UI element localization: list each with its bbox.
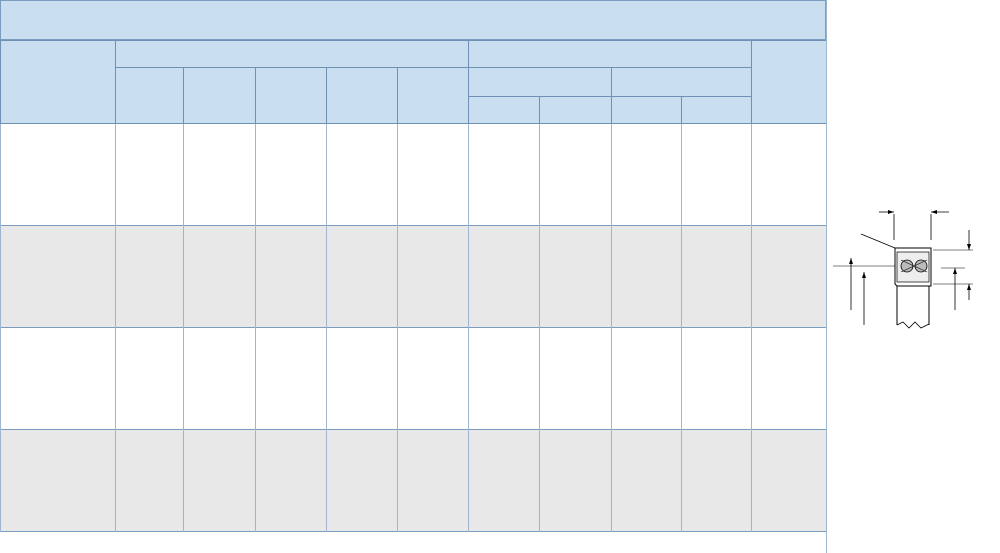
bearing-number-cell [1,511,116,532]
header-bore [116,68,184,124]
radial-static-cell [469,185,540,205]
table-row [1,450,827,470]
land-l2-cell [327,185,398,205]
land-l2-cell [327,205,398,226]
thrust-static-cell [612,144,682,164]
outside-dia-cell [184,470,256,490]
title-bar [0,0,826,40]
land-l2-cell [327,287,398,307]
cbore-l3-cell [398,511,469,532]
thrust-dyn-cell [682,144,752,164]
radial-dyn-cell [540,287,612,307]
land-l1-cell [256,388,327,408]
radial-dyn-cell [540,225,612,246]
table-row [1,429,827,450]
bore-cell [116,429,184,450]
bore-cell [116,266,184,286]
header-radial-dyn [540,97,612,124]
table-row [1,164,827,184]
cbore-l3-cell [398,368,469,388]
land-l1-cell [256,144,327,164]
chamfer-note [827,491,1000,525]
weight-cell [752,287,827,307]
outside-dia-cell [184,205,256,226]
thrust-dyn-cell [682,470,752,490]
weight-cell [752,409,827,430]
weight-cell [752,327,827,348]
radial-dyn-cell [540,205,612,226]
weight-cell [752,144,827,164]
table-row [1,307,827,328]
radial-static-cell [469,470,540,490]
thrust-static-cell [612,205,682,226]
weight-cell [752,164,827,184]
bearing-number-cell [1,450,116,470]
outside-dia-cell [184,368,256,388]
thrust-static-cell [612,348,682,368]
weight-cell [752,511,827,532]
land-l1-cell [256,429,327,450]
land-l2-cell [327,511,398,532]
bearing-number-cell [1,124,116,145]
cbore-l3-cell [398,124,469,145]
outside-dia-cell [184,185,256,205]
land-l2-cell [327,124,398,145]
land-l1-cell [256,124,327,145]
header-radial [469,68,612,97]
radial-static-cell [469,511,540,532]
cbore-l3-cell [398,205,469,226]
bore-cell [116,225,184,246]
bore-cell [116,470,184,490]
thrust-dyn-cell [682,388,752,408]
radial-dyn-cell [540,490,612,510]
bearing-number-cell [1,287,116,307]
bore-cell [116,490,184,510]
bearing-table [0,40,827,532]
bearing-number-cell [1,164,116,184]
cbore-l3-cell [398,470,469,490]
bearing-number-cell [1,307,116,328]
weight-cell [752,307,827,328]
table-row [1,144,827,164]
radial-static-cell [469,327,540,348]
radial-dyn-cell [540,185,612,205]
table-row [1,511,827,532]
land-l2-cell [327,225,398,246]
radial-static-cell [469,225,540,246]
land-l2-cell [327,409,398,430]
bore-cell [116,327,184,348]
land-l2-cell [327,327,398,348]
cbore-l3-cell [398,450,469,470]
thrust-static-cell [612,511,682,532]
thrust-dyn-cell [682,450,752,470]
outside-dia-cell [184,429,256,450]
weight-cell [752,225,827,246]
bore-cell [116,287,184,307]
weight-cell [752,205,827,226]
radial-dyn-cell [540,470,612,490]
separator-description [827,4,1000,38]
thrust-dyn-cell [682,185,752,205]
header-thrust [612,68,752,97]
weight-cell [752,348,827,368]
radial-static-cell [469,124,540,145]
land-l2-cell [327,246,398,266]
row-group [1,225,827,327]
cbore-l3-cell [398,225,469,246]
land-l2-cell [327,429,398,450]
bearing-number-cell [1,144,116,164]
weight-cell [752,470,827,490]
radial-dyn-cell [540,429,612,450]
bearing-number-cell [1,205,116,226]
land-l1-cell [256,470,327,490]
radial-static-cell [469,490,540,510]
row-group [1,429,827,531]
thrust-dyn-cell [682,307,752,328]
bearing-number-cell [1,429,116,450]
land-l2-cell [327,490,398,510]
land-l2-cell [327,348,398,368]
land-l2-cell [327,307,398,328]
row-group [1,327,827,429]
outside-dia-cell [184,388,256,408]
outside-dia-cell [184,348,256,368]
bore-cell [116,388,184,408]
land-l1-cell [256,511,327,532]
radial-dyn-cell [540,124,612,145]
header-thrust-dyn [682,97,752,124]
outside-dia-cell [184,307,256,328]
thrust-static-cell [612,307,682,328]
land-l1-cell [256,164,327,184]
table-row [1,327,827,348]
bearing-number-cell [1,490,116,510]
radial-static-cell [469,388,540,408]
bore-cell [116,368,184,388]
header-weight [752,41,827,124]
radial-dyn-cell [540,368,612,388]
weight-cell [752,124,827,145]
weight-cell [752,246,827,266]
land-l2-cell [327,470,398,490]
bearing-number-cell [1,327,116,348]
radial-static-cell [469,409,540,430]
radial-static-cell [469,368,540,388]
radial-static-cell [469,205,540,226]
bore-cell [116,450,184,470]
thrust-dyn-cell [682,205,752,226]
cbore-l3-cell [398,164,469,184]
land-l1-cell [256,205,327,226]
header-outside-dia [184,68,256,124]
outside-dia-cell [184,124,256,145]
thrust-static-cell [612,450,682,470]
bore-cell [116,164,184,184]
header-radial-static [469,97,540,124]
table-row [1,490,827,510]
cbore-l3-cell [398,409,469,430]
outside-dia-cell [184,225,256,246]
weight-cell [752,429,827,450]
thrust-static-cell [612,124,682,145]
table-row [1,287,827,307]
header-land-l2 [327,68,398,124]
table-row [1,246,827,266]
land-l2-cell [327,266,398,286]
outside-dia-cell [184,490,256,510]
cbore-l3-cell [398,388,469,408]
radial-static-cell [469,164,540,184]
bearing-cross-section-diagram [831,200,997,340]
table-row [1,225,827,246]
weight-cell [752,368,827,388]
radial-dyn-cell [540,388,612,408]
weight-cell [752,490,827,510]
weight-cell [752,388,827,408]
header-bearing-number [1,41,116,124]
bore-cell [116,185,184,205]
cbore-l3-cell [398,348,469,368]
row-group [1,124,827,226]
radial-static-cell [469,348,540,368]
table-row [1,205,827,226]
table-row [1,368,827,388]
cbore-l3-cell [398,246,469,266]
bearing-number-cell [1,185,116,205]
thrust-static-cell [612,409,682,430]
table-row [1,470,827,490]
land-l2-cell [327,450,398,470]
radial-static-cell [469,246,540,266]
radial-dyn-cell [540,511,612,532]
thrust-static-cell [612,266,682,286]
cbore-l3-cell [398,266,469,286]
bearing-number-cell [1,368,116,388]
header-land-l1 [256,68,327,124]
outside-dia-cell [184,164,256,184]
thrust-dyn-cell [682,246,752,266]
table-row [1,409,827,430]
bore-cell [116,348,184,368]
thrust-dyn-cell [682,327,752,348]
table-row [1,388,827,408]
weight-cell [752,185,827,205]
thrust-dyn-cell [682,348,752,368]
radial-static-cell [469,450,540,470]
bearing-number-cell [1,266,116,286]
thrust-dyn-cell [682,429,752,450]
radial-static-cell [469,266,540,286]
land-l1-cell [256,327,327,348]
thrust-dyn-cell [682,511,752,532]
radial-static-cell [469,144,540,164]
cbore-l3-cell [398,307,469,328]
outside-dia-cell [184,511,256,532]
land-l1-cell [256,409,327,430]
bore-cell [116,307,184,328]
bore-cell [116,124,184,145]
radial-static-cell [469,307,540,328]
thrust-static-cell [612,368,682,388]
thrust-static-cell [612,327,682,348]
radial-dyn-cell [540,266,612,286]
header-capacities [469,41,752,68]
thrust-dyn-cell [682,490,752,510]
header-dimensions [116,41,469,68]
land-l1-cell [256,307,327,328]
bearing-number-cell [1,470,116,490]
land-l1-cell [256,287,327,307]
radial-dyn-cell [540,348,612,368]
land-l1-cell [256,450,327,470]
thrust-dyn-cell [682,124,752,145]
bearing-number-cell [1,409,116,430]
thrust-static-cell [612,225,682,246]
thrust-static-cell [612,388,682,408]
weight-cell [752,450,827,470]
bearing-number-cell [1,246,116,266]
radial-dyn-cell [540,450,612,470]
bearing-number-cell [1,348,116,368]
land-l1-cell [256,490,327,510]
land-l1-cell [256,185,327,205]
thrust-static-cell [612,490,682,510]
header-cbore-l3 [398,68,469,124]
land-l1-cell [256,368,327,388]
radial-dyn-cell [540,409,612,430]
radial-dyn-cell [540,307,612,328]
radial-dyn-cell [540,246,612,266]
bore-cell [116,205,184,226]
cbore-l3-cell [398,185,469,205]
land-l1-cell [256,266,327,286]
cbore-l3-cell [398,144,469,164]
thrust-dyn-cell [682,287,752,307]
outside-dia-cell [184,409,256,430]
cbore-l3-cell [398,327,469,348]
radial-static-cell [469,429,540,450]
thrust-dyn-cell [682,266,752,286]
outside-dia-cell [184,266,256,286]
radial-static-cell [469,287,540,307]
outside-dia-cell [184,327,256,348]
land-l2-cell [327,368,398,388]
land-l1-cell [256,348,327,368]
radial-dyn-cell [540,327,612,348]
table-row [1,124,827,145]
land-l2-cell [327,144,398,164]
cbore-l3-cell [398,490,469,510]
side-panel [826,0,1000,553]
radial-dyn-cell [540,144,612,164]
thrust-dyn-cell [682,368,752,388]
bore-cell [116,246,184,266]
outside-dia-cell [184,287,256,307]
cbore-l3-cell [398,429,469,450]
table-row [1,348,827,368]
bore-cell [116,511,184,532]
thrust-static-cell [612,185,682,205]
thrust-dyn-cell [682,409,752,430]
thrust-static-cell [612,429,682,450]
thrust-static-cell [612,470,682,490]
land-l2-cell [327,164,398,184]
table-row [1,185,827,205]
bearing-number-cell [1,388,116,408]
thrust-static-cell [612,246,682,266]
thrust-static-cell [612,164,682,184]
bore-cell [116,409,184,430]
land-l2-cell [327,388,398,408]
thrust-static-cell [612,287,682,307]
cbore-l3-cell [398,287,469,307]
land-l1-cell [256,225,327,246]
outside-dia-cell [184,450,256,470]
thrust-dyn-cell [682,225,752,246]
header-thrust-static [612,97,682,124]
bearing-number-cell [1,225,116,246]
radial-dyn-cell [540,164,612,184]
outside-dia-cell [184,246,256,266]
outside-dia-cell [184,144,256,164]
thrust-dyn-cell [682,164,752,184]
bore-cell [116,144,184,164]
land-l1-cell [256,246,327,266]
table-row [1,266,827,286]
weight-cell [752,266,827,286]
